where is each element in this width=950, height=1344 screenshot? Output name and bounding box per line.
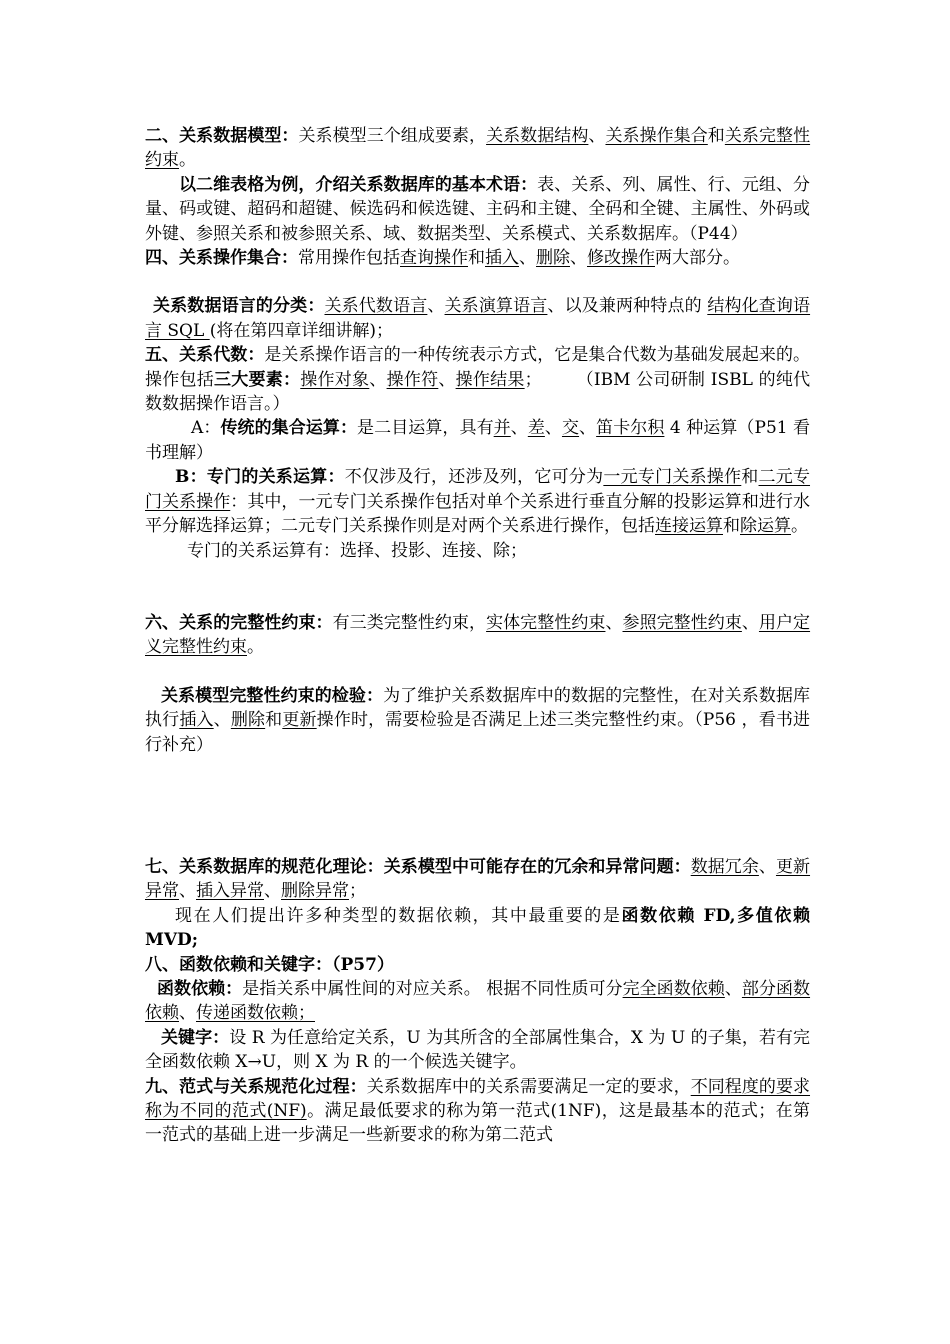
separator: 、 [510,418,528,439]
text: 关系数据库中的关系需要满足一定的要求， [366,1076,691,1097]
separator: 、 [264,881,281,902]
text: 有三类完整性约束， [332,612,487,633]
integrity-check-heading: 关系模型完整性约束的检验： [161,685,384,706]
text: 现在人们提出许多种类型的数据依赖，其中最重要的是 [175,905,622,926]
text: 和 [468,248,485,269]
underlined-term: 删除 [536,248,570,269]
section-4-heading: 四、关系操作集合： [145,248,298,269]
underlined-term: 修改操作 [587,248,655,269]
text: 是指关系中属性间的对应关系。 根据不同性质可分 [242,978,623,999]
document-page [145,124,810,1148]
text: 不仅涉及行，还涉及列，它可分为 [344,467,604,488]
section-5-paragraph [145,343,810,416]
separator: 、 [369,369,387,390]
section-7-paragraph [145,855,810,904]
underlined-term: 交 [561,418,580,439]
dependency-paragraph [145,904,810,953]
underlined-term: 不同程度的要求称为不同的范式(NF) [145,1076,811,1121]
underlined-term: 并 [493,418,511,439]
underlined-term: 完全函数依赖 [622,978,725,999]
functional-dependency-heading: 函数依赖： [157,978,243,999]
underlined-term: 除运算 [740,516,791,537]
section-9-paragraph [145,1075,810,1148]
underlined-term: 笛卡尔积 [596,418,665,439]
text: 是二目运算，具有 [357,418,494,439]
underlined-term: 差 [527,418,545,439]
terms-body: 表、关系、列、属性、行、元组、分量、码或键、超码和超键、候选码和候选键、主码和主键、全码和全键、主属性、外码或外键、参照关系和被参照关系、域、数据类型、关系模式、关系数据库。（P44） [145,174,811,244]
section-8-paragraph [145,953,810,977]
bold-term: 三大要素： [214,369,301,390]
blank-lines [145,757,810,855]
text: 操作时，需要检验是否满足上述三类完整性约束。（P56 ，看书进行补充） [145,710,811,755]
underlined-term: 操作符 [386,369,439,390]
text: 。 [247,637,264,658]
subsection-a-prefix: A： [191,418,221,439]
key-heading: 关键字： [161,1027,230,1048]
separator: 、 [579,418,597,439]
text: 、以及兼两种特点的 [547,296,708,317]
underlined-term: 关系完整性约束 [145,126,811,171]
separator: 、 [605,612,623,633]
underlined-term: 查询操作 [400,248,468,269]
section-2-paragraph [145,124,810,173]
text: 关系模型三个组成要素， [298,126,487,146]
text: ； [349,881,366,902]
text: 和 [741,467,759,488]
underlined-term: 插入 [179,710,214,731]
underlined-term: 用户定义完整性约束 [145,612,811,658]
separator: 、 [741,612,759,633]
text: 和 [707,126,725,146]
separator: 、 [544,418,562,439]
text: 设 R 为任意给定关系，U 为其所含的全部属性集合，X 为 U 的子集，若有完全函数依赖 X→U，则 X 为 R 的一个候选关键字。 [145,1027,811,1073]
text: 和 [265,710,283,731]
special-operations-line: 专门的关系运算有：选择、投影、连接、除； [187,540,527,561]
underlined-term: 操作对象 [300,369,370,390]
section-6-paragraph [145,611,810,660]
underlined-term: 删除 [230,710,266,731]
subsection-b-paragraph [145,465,810,538]
subsection-a-heading: 传统的集合运算： [220,418,358,439]
separator: 、 [724,978,742,999]
underlined-term: 删除异常 [281,881,349,902]
language-heading: 关系数据语言的分类： [153,296,325,317]
separator: 、 [758,856,776,877]
text: ：其中，一元专门关系操作包括对单个关系进行垂直分解的投影运算和进行水平分解选择运算；二元专门关系操作则是对两个关系进行操作，包括 [145,491,811,537]
underlined-term: 关系操作集合 [605,126,708,146]
underlined-term: 更新异常 [145,856,811,902]
separator: 、 [179,881,196,902]
underlined-term: 关系代数语言 [324,296,428,317]
separator: 、 [570,248,587,269]
text: 。满足最低要求的称为第一范式(1NF)，这是最基本的范式；在第一范式的基础上进一步满足一些新要求的称为第二范式 [145,1101,811,1146]
text: 两大部分。 [655,248,740,269]
separator: 、 [427,296,445,317]
text: 为了维护关系数据库中的数据的完整性，在对关系数据库执行 [145,685,811,731]
separator: 、 [588,126,606,146]
underlined-term: 数据冗余 [690,856,759,877]
underlined-term: 插入 [485,248,519,269]
underlined-term: 关系演算语言 [444,296,548,317]
section-5-heading: 五、关系代数： [145,345,265,366]
underlined-term: 更新 [282,710,317,731]
text: 是关系操作语言的一种传统表示方式，它是集合代数为基础发展起来的。操作包括 [145,345,811,390]
subsection-b-heading: B：专门的关系运算： [175,467,345,488]
key-paragraph [145,1026,810,1075]
section-6-heading: 六、关系的完整性约束： [145,612,333,633]
underlined-term: 关系数据结构 [486,126,589,146]
blank-line [145,270,810,294]
text: 常用操作包括 [298,248,400,269]
text: 和 [723,516,740,537]
underlined-term: 结构化查询语言 SQL [145,296,811,341]
underlined-term: 实体完整性约束 [486,612,606,633]
section-9-heading: 九、范式与关系规范化过程： [145,1076,367,1097]
separator: 、 [179,1003,196,1024]
underlined-term: 参照完整性约束 [622,612,742,633]
text: 。 [179,150,196,171]
subsection-a-paragraph [145,416,810,465]
text: (将在第四章详细讲解)； [209,320,393,341]
functional-dependency-paragraph [145,977,810,1026]
terms-heading: 以二维表格为例，介绍关系数据库的基本术语： [179,174,538,195]
separator: 、 [438,369,456,390]
section-8-heading: 八、函数依赖和关键字：（P57） [145,954,394,975]
terms-paragraph [145,173,810,246]
blank-line [145,660,810,684]
text: ； （IBM 公司研制 ISBL 的纯代数数据操作语言。） [145,369,811,415]
underlined-term: 一元专门关系操作 [603,467,742,488]
separator: 、 [213,710,231,731]
text: 。 [791,516,808,537]
section-7-heading: 七、关系数据库的规范化理论：关系模型中可能存在的冗余和异常问题： [145,856,691,877]
integrity-check-paragraph [145,684,810,757]
underlined-term: 二元专门关系操作 [145,467,811,512]
underlined-term: 操作结果 [455,369,525,390]
underlined-term: 插入异常 [196,881,264,902]
text: 4 种运算（P51 看书理解） [145,418,811,463]
underlined-term: 传递函数依赖； [196,1003,315,1024]
separator: 、 [519,248,536,269]
blank-lines [145,563,810,611]
language-classification-paragraph [145,294,810,343]
section-4-paragraph [145,246,810,270]
underlined-term: 部分函数依赖 [145,978,811,1024]
section-2-heading: 二、关系数据模型： [145,126,299,146]
underlined-term: 连接运算 [655,516,723,537]
bold-term: 函数依赖 FD,多值依赖 MVD; [145,905,810,951]
